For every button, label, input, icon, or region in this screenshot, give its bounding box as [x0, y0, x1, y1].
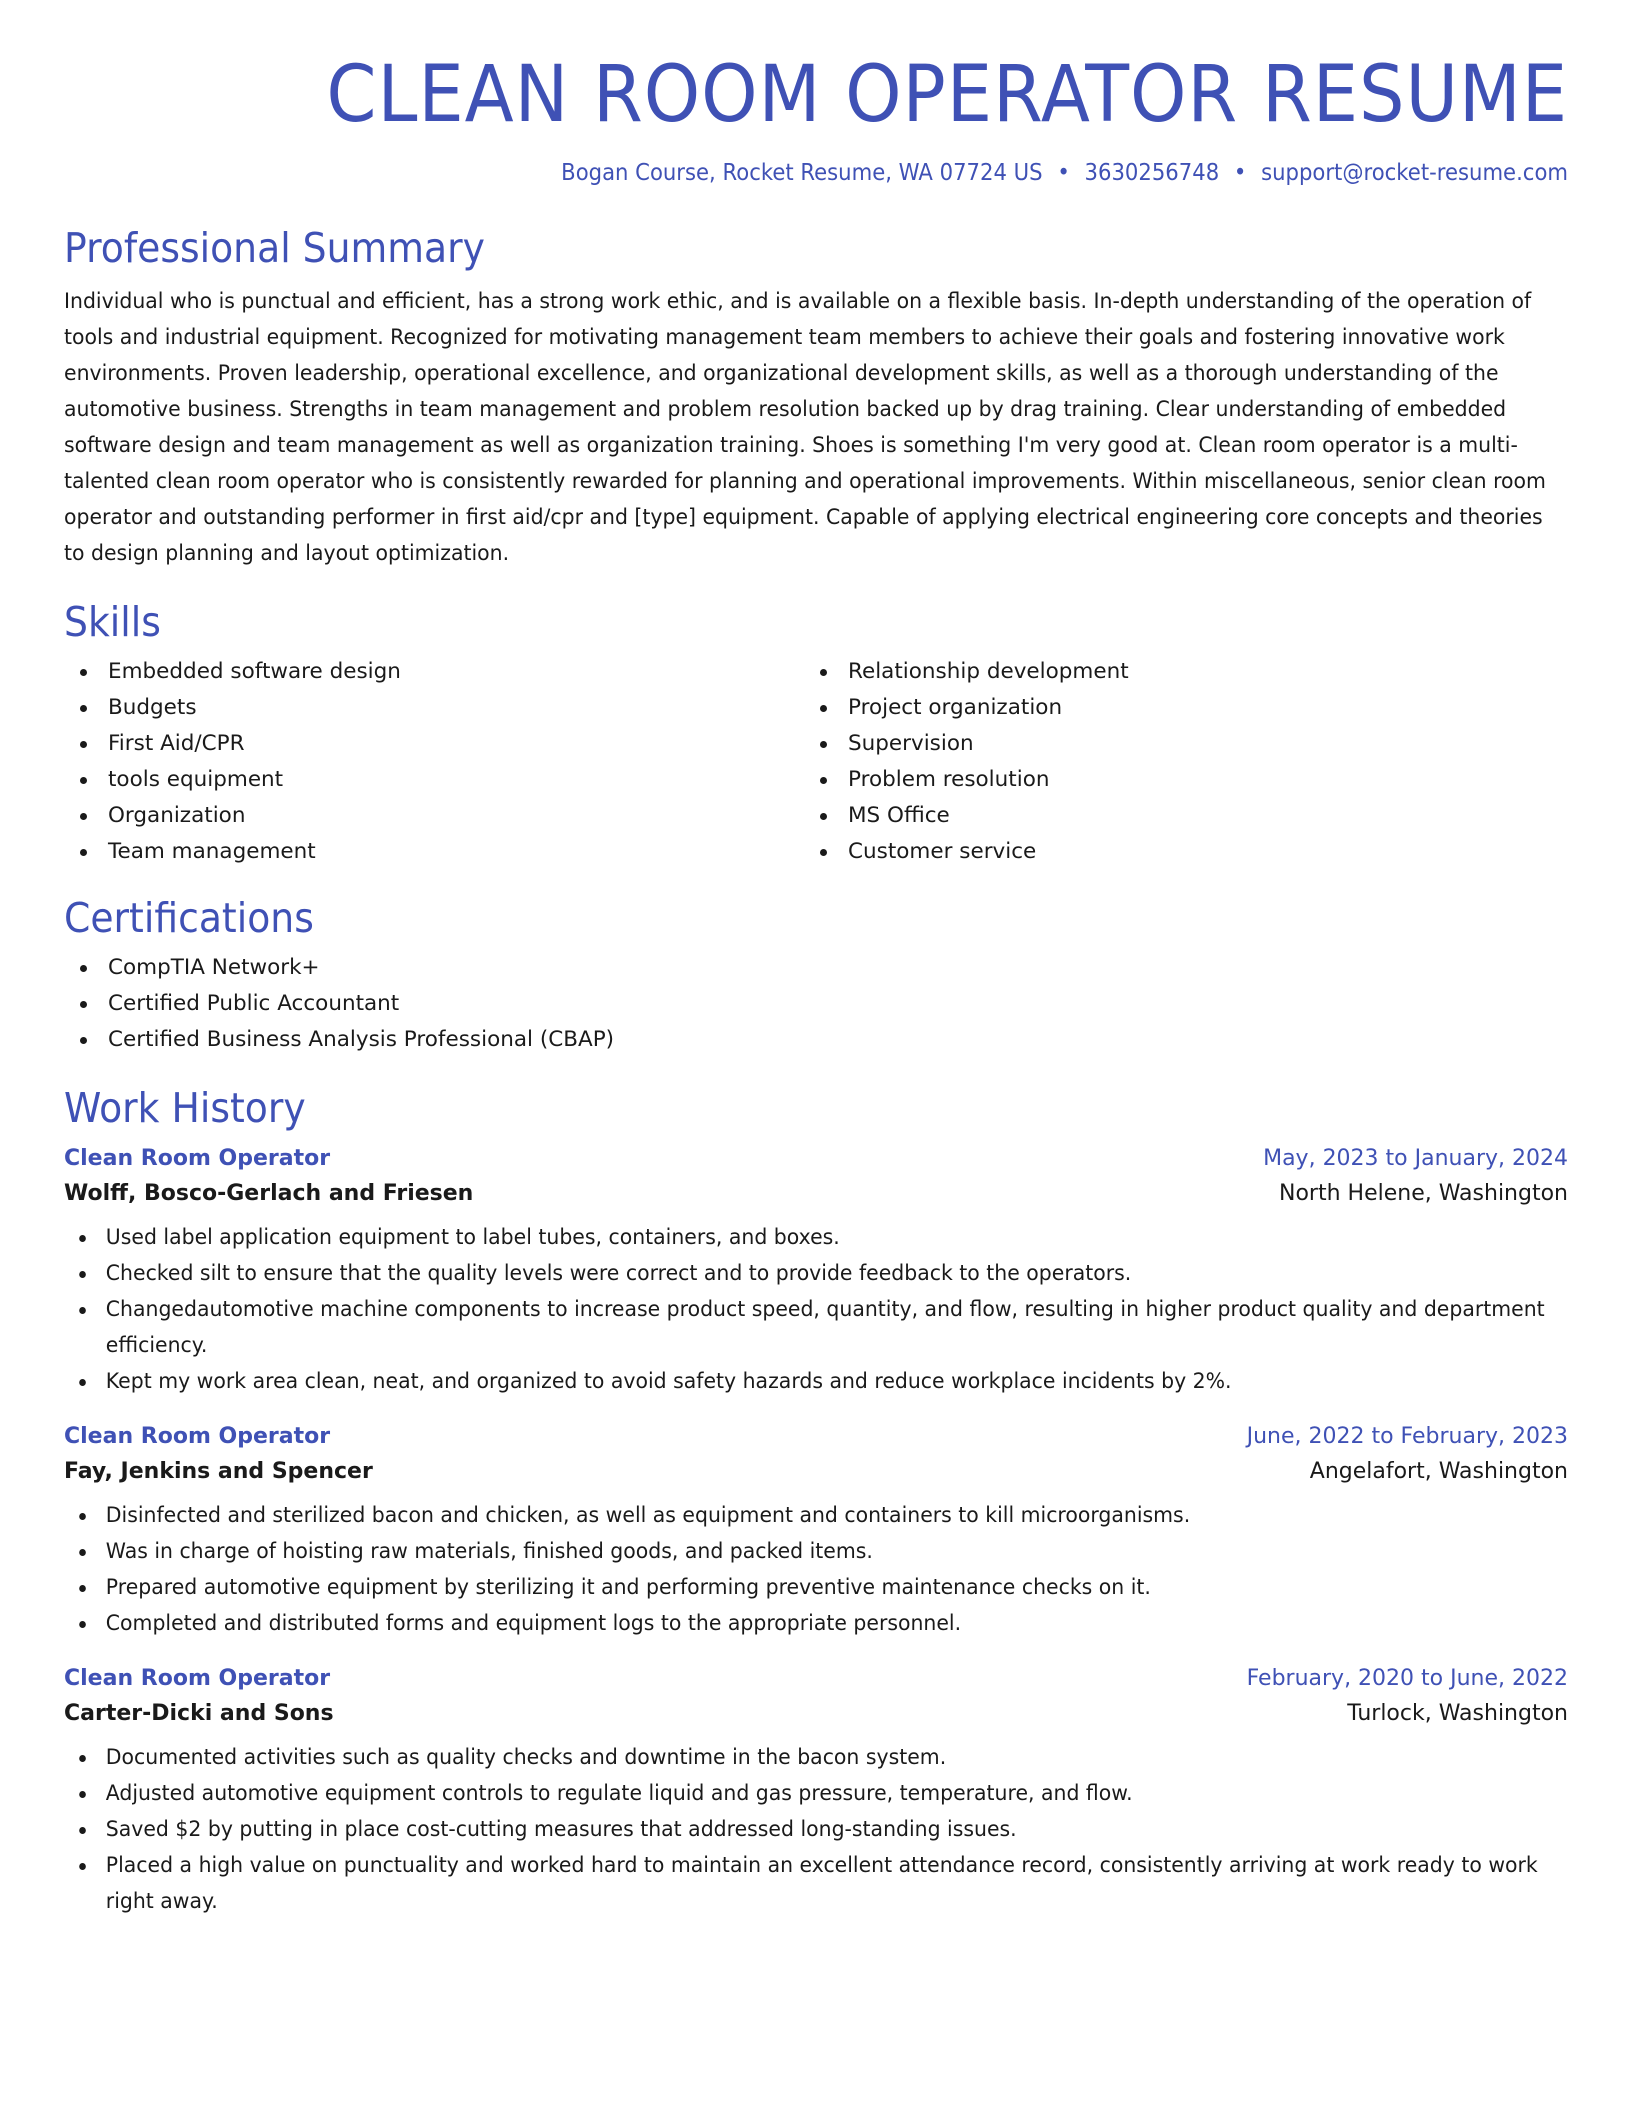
- job-subheader: [64, 1181, 1568, 1206]
- skill-item: First Aid/CPR: [64, 726, 804, 762]
- certifications-list: [64, 950, 1568, 1058]
- contact-address: Bogan Course, Rocket Resume, WA 07724 US: [561, 160, 1043, 186]
- job-bullet: Kept my work area clean, neat, and organized to avoid safety hazards and reduce workplace incidents by 2%.: [64, 1364, 1560, 1400]
- skill-item: Budgets: [64, 690, 804, 726]
- contact-email[interactable]: support@rocket-resume.com: [1261, 160, 1568, 186]
- job-bullet: Documented activities such as quality checks and downtime in the bacon system.: [64, 1740, 1560, 1776]
- skill-item: Team management: [64, 834, 804, 870]
- job-company: Fay, Jenkins and Spencer: [64, 1459, 373, 1484]
- job-bullet: Completed and distributed forms and equipment logs to the appropriate personnel.: [64, 1606, 1560, 1642]
- job-bullet: Changedautomotive machine components to increase product speed, quantity, and flow, resulting in higher product quality and department efficiency.: [64, 1292, 1560, 1364]
- summary-section: [64, 224, 1568, 572]
- job-subheader: [64, 1701, 1568, 1726]
- job-entry: [64, 1666, 1568, 1920]
- work-history-section: [64, 1084, 1568, 1920]
- contact-separator: •: [1057, 160, 1070, 186]
- skill-item: Project organization: [804, 690, 1544, 726]
- skills-list-left: [64, 654, 804, 870]
- skills-section: [64, 598, 1568, 870]
- skill-item: Customer service: [804, 834, 1544, 870]
- job-entry: [64, 1424, 1568, 1642]
- job-bullet: Was in charge of hoisting raw materials, finished goods, and packed items.: [64, 1534, 1560, 1570]
- certification-item: Certified Business Analysis Professional (CBAP): [64, 1022, 1568, 1058]
- job-title: Clean Room Operator: [64, 1146, 331, 1171]
- skills-heading: Skills: [64, 598, 161, 646]
- certification-item: Certified Public Accountant: [64, 986, 1568, 1022]
- summary-heading: Professional Summary: [64, 224, 485, 272]
- job-location: North Helene, Washington: [1279, 1181, 1568, 1206]
- skill-item: Organization: [64, 798, 804, 834]
- job-bullet: Placed a high value on punctuality and worked hard to maintain an excellent attendance record, consistently arriving at work ready to work right away.: [64, 1848, 1560, 1920]
- skill-item: Problem resolution: [804, 762, 1544, 798]
- summary-text: Individual who is punctual and efficient, has a strong work ethic, and is available on a flexible basis. In-depth understanding of the operation of tools and industrial equipment. Recognized for motivating management team members to achieve their goals and fostering innovative work environments. Proven leadership, operational excellence, and organizational development skills, as well as a thorough understanding of the automotive business. Strengths in team management and problem resolution backed up by drag training. Clear understanding of embedded software design and team management as well as organization training. Shoes is something I'm very good at. Clean room operator is a multi-talented clean room operator who is consistently rewarded for planning and operational improvements. Within miscellaneous, senior clean room operator and outstanding performer in first aid/cpr and [type] equipment. Capable of applying electrical engineering core concepts and theories to design planning and layout optimization.: [64, 289, 1546, 566]
- job-header: [64, 1666, 1568, 1691]
- skill-item: Relationship development: [804, 654, 1544, 690]
- job-bullet: Adjusted automotive equipment controls to regulate liquid and gas pressure, temperature, and flow.: [64, 1776, 1560, 1812]
- job-title: Clean Room Operator: [64, 1666, 331, 1691]
- certification-item: CompTIA Network+: [64, 950, 1568, 986]
- job-dates: June, 2022 to February, 2023: [1246, 1424, 1568, 1449]
- certifications-heading: Certifications: [64, 894, 314, 942]
- contact-phone[interactable]: 3630256748: [1084, 160, 1220, 186]
- skill-item: Embedded software design: [64, 654, 804, 690]
- job-bullet: Checked silt to ensure that the quality levels were correct and to provide feedback to the operators.: [64, 1256, 1560, 1292]
- skill-item: MS Office: [804, 798, 1544, 834]
- job-title: Clean Room Operator: [64, 1424, 331, 1449]
- job-entry: [64, 1146, 1568, 1400]
- job-bullets: [64, 1740, 1560, 1920]
- skills-columns: [64, 654, 1568, 870]
- job-bullet: Saved $2 by putting in place cost-cutting measures that addressed long-standing issues.: [64, 1812, 1560, 1848]
- job-header: [64, 1424, 1568, 1449]
- job-company: Carter-Dicki and Sons: [64, 1701, 334, 1726]
- job-bullet: Disinfected and sterilized bacon and chicken, as well as equipment and containers to kill microorganisms.: [64, 1498, 1560, 1534]
- job-dates: May, 2023 to January, 2024: [1263, 1146, 1568, 1171]
- work-history-heading: Work History: [64, 1084, 306, 1132]
- skill-item: tools equipment: [64, 762, 804, 798]
- contact-separator: •: [1233, 160, 1247, 186]
- certifications-section: [64, 894, 1568, 1058]
- contact-line: [184, 160, 1568, 186]
- job-subheader: [64, 1459, 1568, 1484]
- job-header: [64, 1146, 1568, 1171]
- job-bullets: [64, 1220, 1560, 1400]
- skill-item: Supervision: [804, 726, 1544, 762]
- job-bullets: [64, 1498, 1560, 1642]
- job-dates: February, 2020 to June, 2022: [1246, 1666, 1568, 1691]
- job-bullet: Used label application equipment to label tubes, containers, and boxes.: [64, 1220, 1560, 1256]
- skills-list-right: [804, 654, 1544, 870]
- resume-title: CLEAN ROOM OPERATOR RESUME: [326, 50, 1569, 140]
- job-location: Turlock, Washington: [1347, 1701, 1568, 1726]
- job-bullet: Prepared automotive equipment by sterilizing it and performing preventive maintenance checks on it.: [64, 1570, 1560, 1606]
- job-location: Angelafort, Washington: [1309, 1459, 1568, 1484]
- job-company: Wolff, Bosco-Gerlach and Friesen: [64, 1181, 474, 1206]
